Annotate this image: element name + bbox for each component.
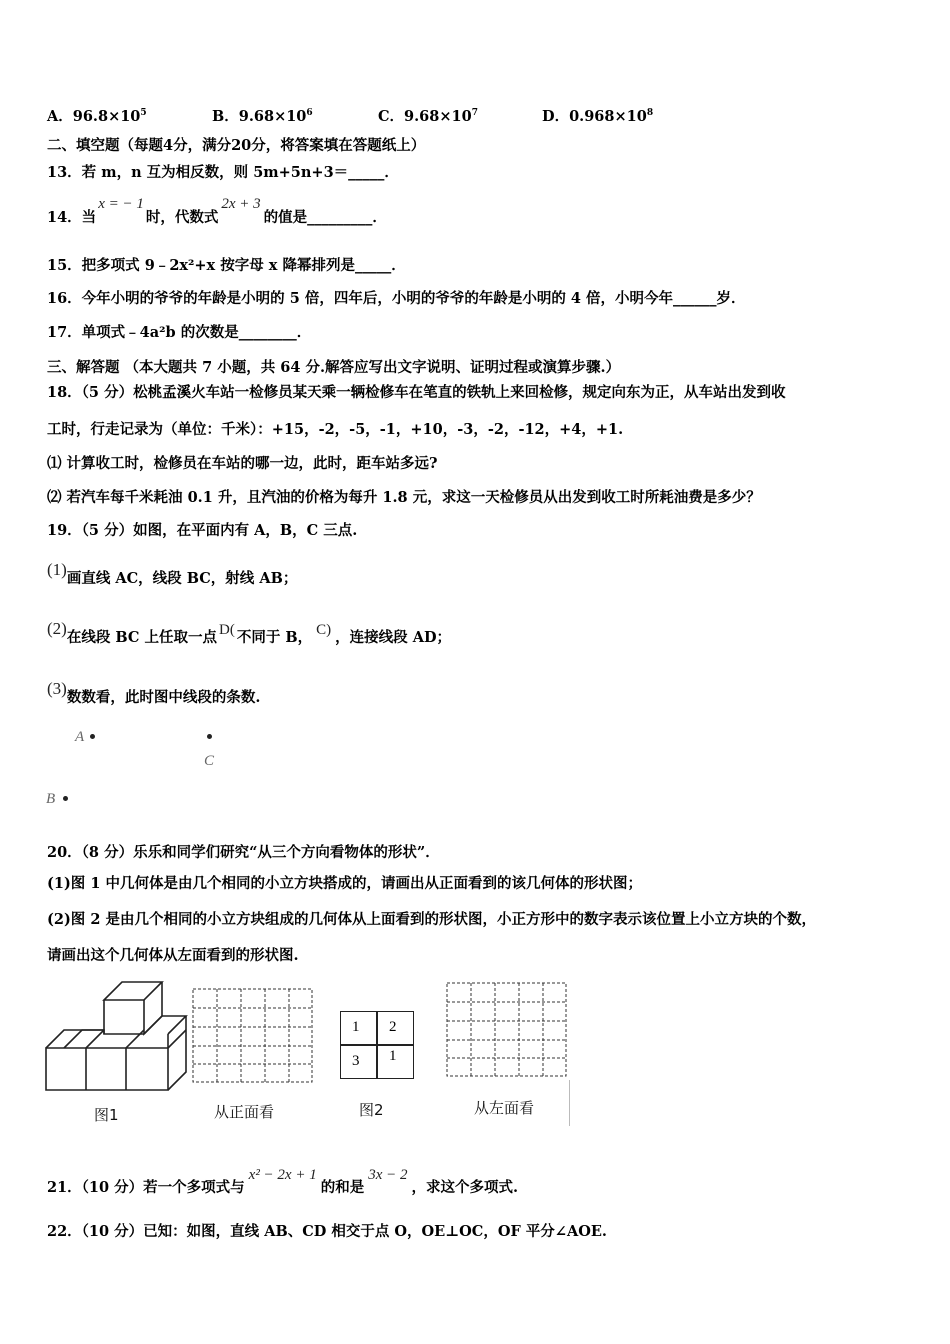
- question-20-part2-line2: 请画出这个几何体从左面看到的形状图.: [47, 947, 299, 964]
- point-b-dot: [63, 796, 68, 801]
- question-18-part2: ⑵ 若汽车每千米耗油 0.1 升，且汽油的价格为每升 1.8 元，求这一天检修员从出发到收工时所耗油费是多少？: [47, 489, 761, 506]
- caption-left-view: 从左面看: [474, 1099, 535, 1117]
- question-19-part1: (1)画直线 AC，线段 BC，射线 AB；: [47, 560, 298, 587]
- question-19-part3: (3)数数看，此时图中线段的条数.: [47, 679, 261, 706]
- q14-condition: x = − 1: [98, 196, 144, 212]
- question-13: 13．若 m，n 互为相反数，则 5m+5n+3＝_____．: [47, 164, 399, 181]
- question-22: 22．（10 分）已知：如图，直线 AB、CD 相交于点 O，OE⊥OC，OF 平分∠AOE.: [47, 1223, 607, 1240]
- grid-number: 1: [352, 1019, 360, 1035]
- section2-title: 二、填空题（每题4分，满分20分，将答案填在答题纸上）: [47, 137, 426, 154]
- q14-expression: 2x + 3: [221, 196, 261, 212]
- point-a-label: A: [75, 729, 85, 745]
- grid-number: 3: [352, 1053, 360, 1069]
- front-view-grid: [192, 988, 314, 1084]
- question-20-title: 20．（8 分）乐乐和同学们研究“从三个方向看物体的形状”．: [47, 844, 440, 861]
- question-14: 14．当x = − 1时，代数式2x + 3的值是_________．: [47, 196, 387, 226]
- grid-number: 2: [389, 1019, 397, 1035]
- q21-expression1: x² − 2x + 1: [248, 1167, 317, 1183]
- point-b-label: B: [46, 791, 56, 807]
- question-18-line2: 工时，行走记录为（单位：千米）：+15，-2，-5，-1，+10，-3，-2，-12，+4，+1.: [47, 421, 624, 438]
- question-19-title: 19．（5 分）如图，在平面内有 A，B，C 三点.: [47, 522, 358, 539]
- question-20-part1: (1)图 1 中几何体是由几个相同的小立方块搭成的，请画出从正面看到的该几何体的形状图；: [47, 875, 642, 892]
- left-view-grid: [446, 982, 568, 1078]
- option-b: B．$9.68\times 10^6$: [212, 107, 313, 125]
- option-c: C．$9.68\times 10^7$: [378, 107, 478, 125]
- question-21: 21．（10 分）若一个多项式与x² − 2x + 1的和是3x − 2，求这个多项式.: [47, 1167, 519, 1196]
- caption-figure1: 图1: [94, 1106, 119, 1124]
- figure1-cubes: [40, 978, 190, 1098]
- option-a: A．$96.8\times 10^5$: [47, 107, 147, 125]
- question-19-part2: (2)在线段 BC 上任取一点 D( 不同于 B， C) ，连接线段 AD；: [47, 619, 452, 646]
- question-20-part2-line1: (2)图 2 是由几个相同的小立方块组成的几何体从上面看到的形状图，小正方形中的数字表示该位置上小立方块的个数，: [47, 911, 816, 928]
- question-16: 16．今年小明的爷爷的年龄是小明的 5 倍，四年后，小明的爷爷的年龄是小明的 4 倍，小明今年______岁．: [47, 290, 746, 307]
- point-a-dot: [90, 734, 95, 739]
- q21-expression2: 3x − 2: [368, 1167, 408, 1183]
- caption-figure2: 图2: [359, 1101, 384, 1119]
- question-15: 15．把多项式 9﹣2x²+x 按字母 x 降幂排列是_____．: [47, 257, 406, 274]
- figure2-grid: [340, 1011, 414, 1079]
- divider: [569, 1080, 570, 1126]
- section3-title: 三、解答题 （本大题共 7 小题，共 64 分.解答应写出文字说明、证明过程或演算步骤.）: [47, 359, 621, 376]
- option-d: D．$0.968\times 10^8$: [542, 107, 654, 125]
- question-18-line1: 18．（5 分）松桃孟溪火车站一检修员某天乘一辆检修车在笔直的铁轨上来回检修，规定向东为正，从车站出发到收: [47, 384, 786, 401]
- point-c-label: C: [204, 753, 215, 769]
- question-17: 17．单项式﹣4a²b 的次数是________．: [47, 324, 312, 341]
- caption-front-view: 从正面看: [214, 1103, 275, 1121]
- question-18-part1: ⑴ 计算收工时，检修员在车站的哪一边，此时，距车站多远?: [47, 455, 438, 472]
- grid-number: 1: [389, 1048, 397, 1064]
- point-c-dot: [207, 734, 212, 739]
